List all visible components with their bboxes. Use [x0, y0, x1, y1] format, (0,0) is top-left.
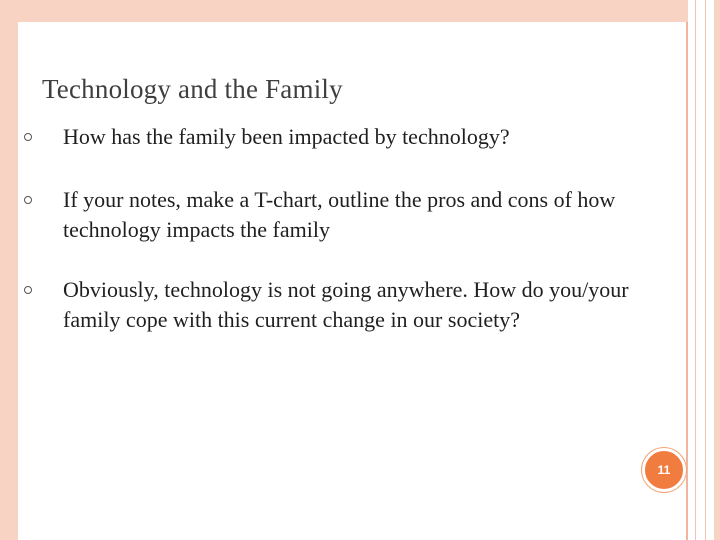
hollow-circle-bullet-icon	[24, 133, 32, 141]
slide-border-top	[0, 0, 720, 22]
page-number-badge: 11	[642, 448, 686, 492]
bullet-list	[30, 118, 630, 335]
bullet-item	[30, 185, 630, 245]
slide-right-rule	[695, 0, 696, 540]
bullet-item	[30, 275, 630, 335]
slide-border-left	[0, 0, 18, 540]
hollow-circle-bullet-icon	[24, 196, 32, 204]
slide-right-gap	[688, 0, 714, 540]
hollow-circle-bullet-icon	[24, 286, 32, 294]
slide-title: Technology and the Family	[42, 74, 343, 104]
bullet-item	[30, 122, 630, 152]
slide-border-right	[714, 0, 720, 540]
bullet-text: Obviously, technology is not going anywhere. How do you/your family cope with this current change in our society?	[63, 277, 629, 332]
bullet-text: If your notes, make a T-chart, outline the pros and cons of how technology impacts the family	[63, 187, 616, 242]
slide-right-rule-outer	[705, 0, 706, 540]
bullet-text: How has the family been impacted by technology?	[63, 124, 510, 149]
